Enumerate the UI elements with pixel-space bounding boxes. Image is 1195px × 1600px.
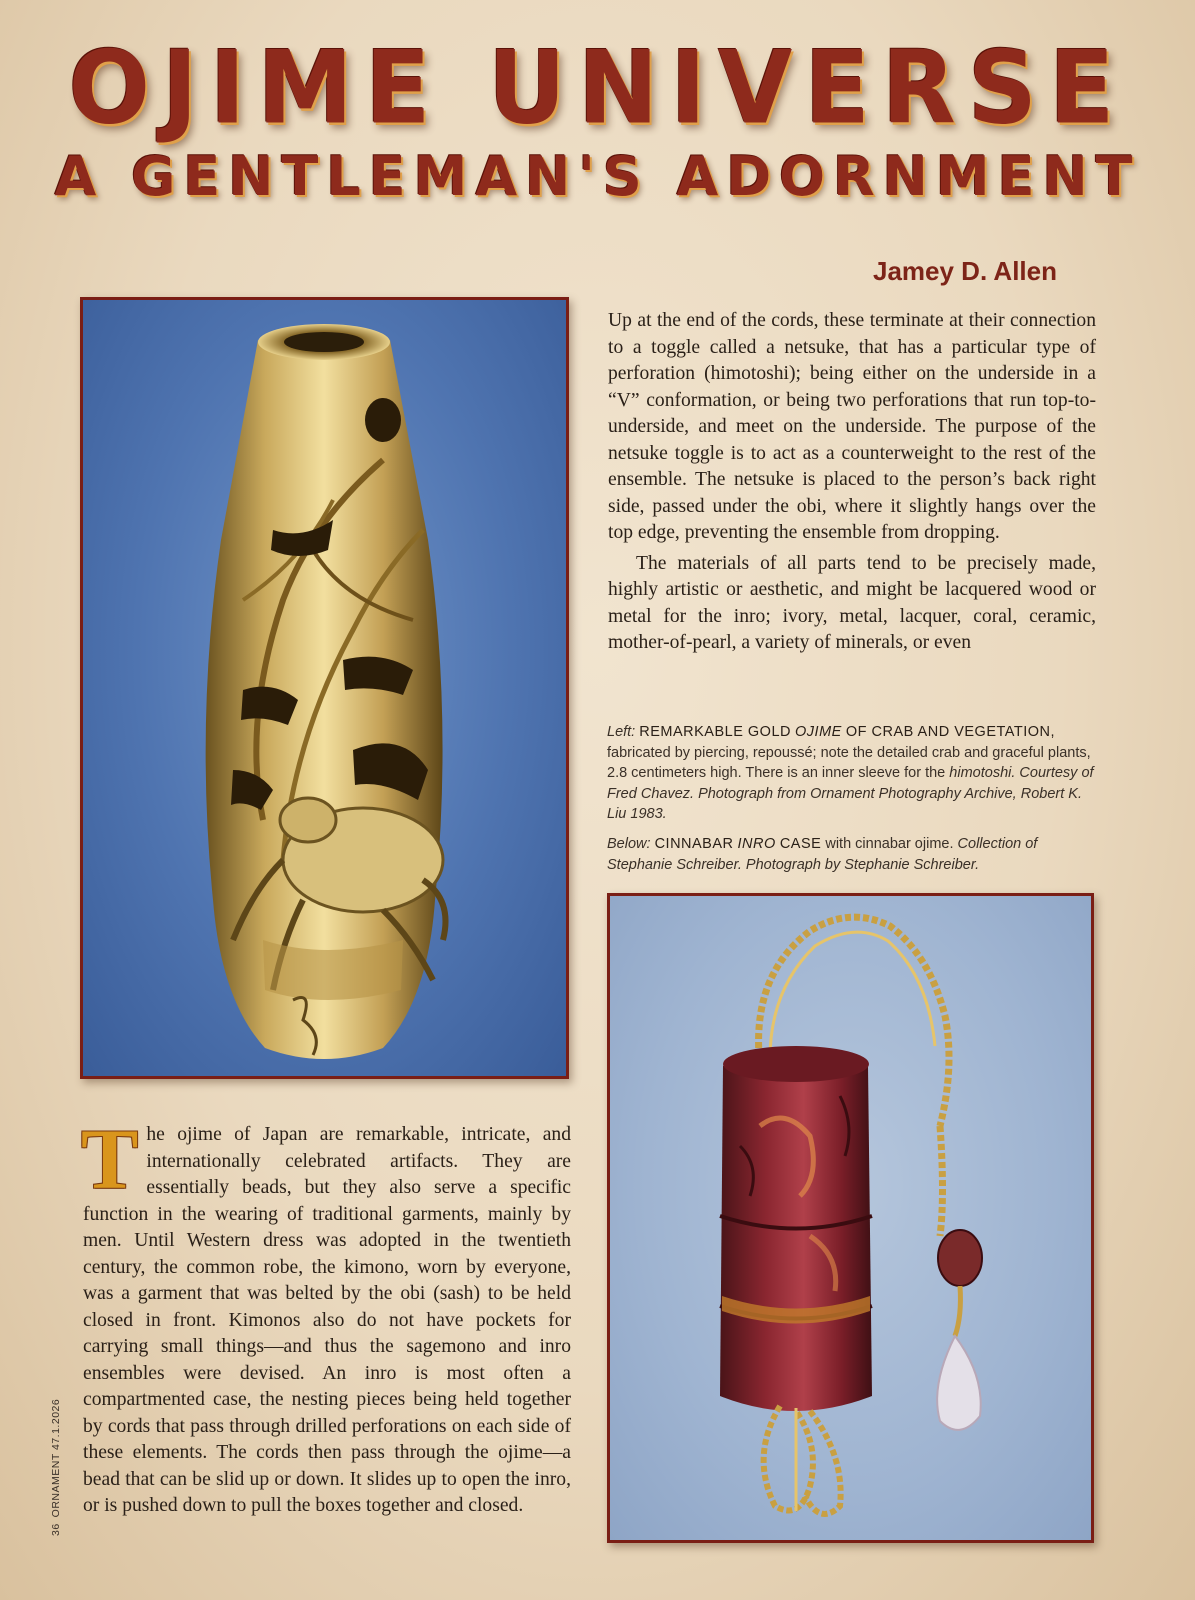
body-paragraph: The materials of all parts tend to be precisely made, highly artistic or aesthetic, and might be lacquered wood or metal for the inro; ivory, metal, lacquer, coral, ceramic, mother-of-pearl, a variety of minerals, or even <box>608 552 1096 653</box>
cinnabar-inro-photo <box>607 893 1094 1543</box>
caption-text: with cinnabar ojime. <box>825 836 954 852</box>
caption-credit: Collection of Stephanie Schreiber. Photograph by Stephanie Schreiber. <box>607 836 1038 873</box>
publication-issue: ORNAMENT 47.1.2026 <box>50 1398 62 1518</box>
caption-text: fabricated by piercing, repoussé; note the detailed crab and graceful plants, 2.8 centimeters high. There is an inner sleeve for the <box>607 744 1091 781</box>
gold-ojime-photo <box>80 297 569 1079</box>
caption-lead: Below: <box>607 836 651 852</box>
article-subtitle: A GENTLEMAN'S ADORNMENT <box>54 145 1141 208</box>
title-block <box>0 29 1195 208</box>
article-title: OJIME UNIVERSE <box>68 29 1127 147</box>
caption-lead: Left: <box>607 724 636 740</box>
caption-title-italic: INRO <box>737 836 776 852</box>
cinnabar-inro-illustration <box>610 896 1091 1540</box>
caption-title: REMARKABLE GOLD <box>639 724 791 740</box>
article-body-right-column <box>608 308 1096 657</box>
drop-cap: T <box>81 1111 139 1207</box>
caption-left-photo <box>607 722 1096 825</box>
gold-ojime-illustration <box>83 300 566 1076</box>
caption-title: CINNABAR <box>654 836 734 852</box>
page-folio <box>50 1399 62 1536</box>
body-paragraph: he ojime of Japan are remarkable, intricate, and internationally celebrated artifacts. They are essentially beads, but they also serve a specific function in the wearing of traditional garments, mainly by men. Until Western dress was adopted in the twentieth century, the common robe, the kimono, worn by everyone, was a garment that was belted by the obi (sash) to be held closed in front. Kimonos also do not have pockets for carrying small things—and thus the sagemono and inro ensembles were devised. An inro is most often a compartmented case, the nesting pieces being held together by cords that pass through drilled perforations on each side of these elements. The cords then pass through the ojime—a bead that can be slid up or down. It slides up to open the inro, or is pushed down to pull the boxes together and closed. <box>83 1124 571 1516</box>
caption-below-photo <box>607 834 1096 875</box>
caption-credit: himotoshi. Courtesy of Fred Chavez. Photograph from Ornament Photography Archive, Robert K. Liu 1983. <box>607 765 1094 822</box>
caption-title-italic: OJIME <box>795 724 842 740</box>
article-body-left-column <box>81 1111 571 1520</box>
body-paragraph: Up at the end of the cords, these terminate at their connection to a toggle called a netsuke, that has a particular type of perforation (himotoshi); being either on the underside in a “V” conformation, or being two perforations that run top-to-underside, and meet on the underside. The purpose of the netsuke toggle is to act as a counterweight to the rest of the ensemble. The netsuke is placed to the person’s back right side, passed under the obi, where it slightly hangs over the top edge, preventing the ensemble from dropping. <box>608 310 1096 543</box>
page-number: 36 <box>50 1523 62 1536</box>
author-byline: Jamey D. Allen <box>872 256 1057 286</box>
caption-title: OF CRAB AND VEGETATION, <box>845 724 1056 740</box>
caption-title: CASE <box>779 836 822 852</box>
